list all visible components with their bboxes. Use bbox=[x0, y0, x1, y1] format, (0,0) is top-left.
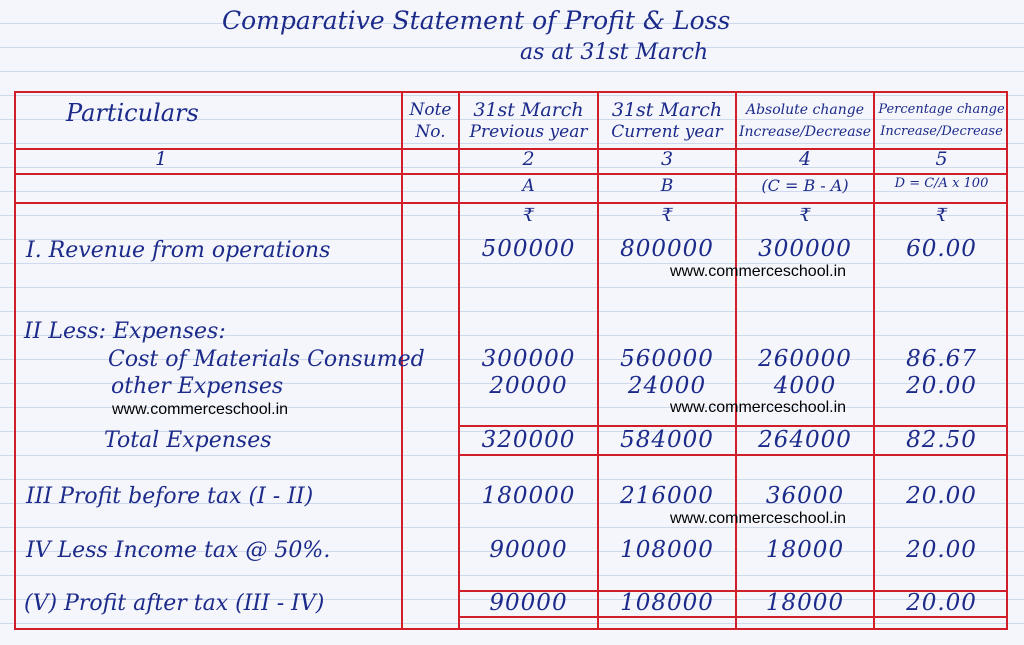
other-absolute: 4000 bbox=[773, 373, 837, 399]
header-previous-year bbox=[460, 99, 597, 143]
header-curr-line2: Current year bbox=[611, 122, 723, 142]
watermark-text: www.commerceschool.in bbox=[112, 401, 289, 418]
pbt-previous: 180000 bbox=[481, 483, 576, 509]
row-label-revenue: I. Revenue from operations bbox=[26, 238, 331, 263]
col-letter: D = C/A x 100 bbox=[894, 176, 989, 191]
header-current-year bbox=[599, 99, 735, 143]
rupee-icon: ₹ bbox=[799, 205, 811, 226]
header-note-line2: No. bbox=[415, 122, 446, 142]
header-abs-line1: Absolute change bbox=[745, 102, 864, 118]
watermark-text: www.commerceschool.in bbox=[670, 263, 847, 280]
row-label-materials: Cost of Materials Consumed bbox=[108, 347, 425, 372]
header-note-line1: Note bbox=[409, 100, 452, 120]
header-abs-line2: Increase/Decrease bbox=[738, 124, 872, 140]
pat-percentage: 20.00 bbox=[906, 590, 977, 616]
row-label-other-expenses: other Expenses bbox=[111, 374, 284, 399]
materials-absolute: 260000 bbox=[758, 346, 852, 372]
page-title: Comparative Statement of Profit & Loss bbox=[222, 6, 731, 35]
row-divider bbox=[16, 202, 1006, 204]
watermark-text: www.commerceschool.in bbox=[670, 399, 847, 416]
col-number: 1 bbox=[154, 148, 168, 170]
col-letter: B bbox=[660, 176, 674, 196]
tax-current: 108000 bbox=[620, 537, 714, 563]
pbt-percentage: 20.00 bbox=[906, 483, 977, 509]
pat-rule-bottom bbox=[458, 616, 1006, 618]
total-absolute: 264000 bbox=[758, 427, 852, 453]
total-rule-bottom bbox=[458, 454, 1006, 456]
col-letter: A bbox=[522, 176, 535, 196]
other-percentage: 20.00 bbox=[906, 373, 977, 399]
pbt-current: 216000 bbox=[620, 483, 714, 509]
other-current: 24000 bbox=[627, 373, 707, 399]
col-number: 4 bbox=[798, 148, 812, 170]
row-divider bbox=[16, 173, 1006, 175]
header-particulars: Particulars bbox=[66, 99, 199, 127]
materials-current: 560000 bbox=[620, 346, 714, 372]
rupee-icon: ₹ bbox=[935, 205, 948, 226]
header-absolute-change bbox=[737, 99, 873, 143]
header-prev-line1: 31st March bbox=[473, 99, 584, 121]
pat-absolute: 18000 bbox=[765, 590, 845, 616]
row-label-tax: IV Less Income tax @ 50%. bbox=[26, 538, 331, 563]
header-percentage-change bbox=[875, 99, 1008, 143]
statement-table bbox=[14, 91, 1008, 630]
revenue-current: 800000 bbox=[620, 236, 714, 262]
revenue-previous: 500000 bbox=[481, 236, 576, 262]
materials-percentage: 86.67 bbox=[906, 346, 977, 372]
row-label-pbt: III Profit before tax (I - II) bbox=[26, 484, 314, 509]
other-previous: 20000 bbox=[489, 373, 568, 399]
tax-percentage: 20.00 bbox=[906, 537, 977, 563]
materials-previous: 300000 bbox=[481, 346, 576, 372]
row-label-pat: (V) Profit after tax (III - IV) bbox=[24, 591, 325, 616]
revenue-percentage: 60.00 bbox=[906, 236, 977, 262]
watermark-text: www.commerceschool.in bbox=[670, 510, 847, 527]
total-previous: 320000 bbox=[481, 427, 576, 453]
pbt-absolute: 36000 bbox=[765, 483, 845, 509]
row-label-total-expenses: Total Expenses bbox=[104, 428, 272, 453]
pat-previous: 90000 bbox=[489, 590, 568, 616]
col-number: 5 bbox=[935, 148, 948, 170]
tax-absolute: 18000 bbox=[765, 537, 845, 563]
rupee-icon: ₹ bbox=[661, 205, 673, 226]
rupee-icon: ₹ bbox=[522, 205, 535, 226]
header-curr-line1: 31st March bbox=[611, 99, 723, 121]
row-label-less-expenses: II Less: Expenses: bbox=[24, 319, 226, 344]
col-number: 3 bbox=[660, 148, 674, 170]
page-subtitle: as at 31st March bbox=[520, 40, 709, 65]
total-current: 584000 bbox=[620, 427, 714, 453]
header-note bbox=[403, 99, 458, 143]
tax-previous: 90000 bbox=[489, 537, 568, 563]
revenue-absolute: 300000 bbox=[758, 236, 852, 262]
col-letter: (C = B - A) bbox=[761, 176, 849, 195]
header-pct-line2: Increase/Decrease bbox=[880, 124, 1003, 139]
pat-current: 108000 bbox=[620, 590, 714, 616]
header-pct-line1: Percentage change bbox=[878, 102, 1005, 117]
col-number: 2 bbox=[522, 148, 535, 170]
total-percentage: 82.50 bbox=[906, 427, 977, 453]
header-prev-line2: Previous year bbox=[469, 122, 588, 142]
